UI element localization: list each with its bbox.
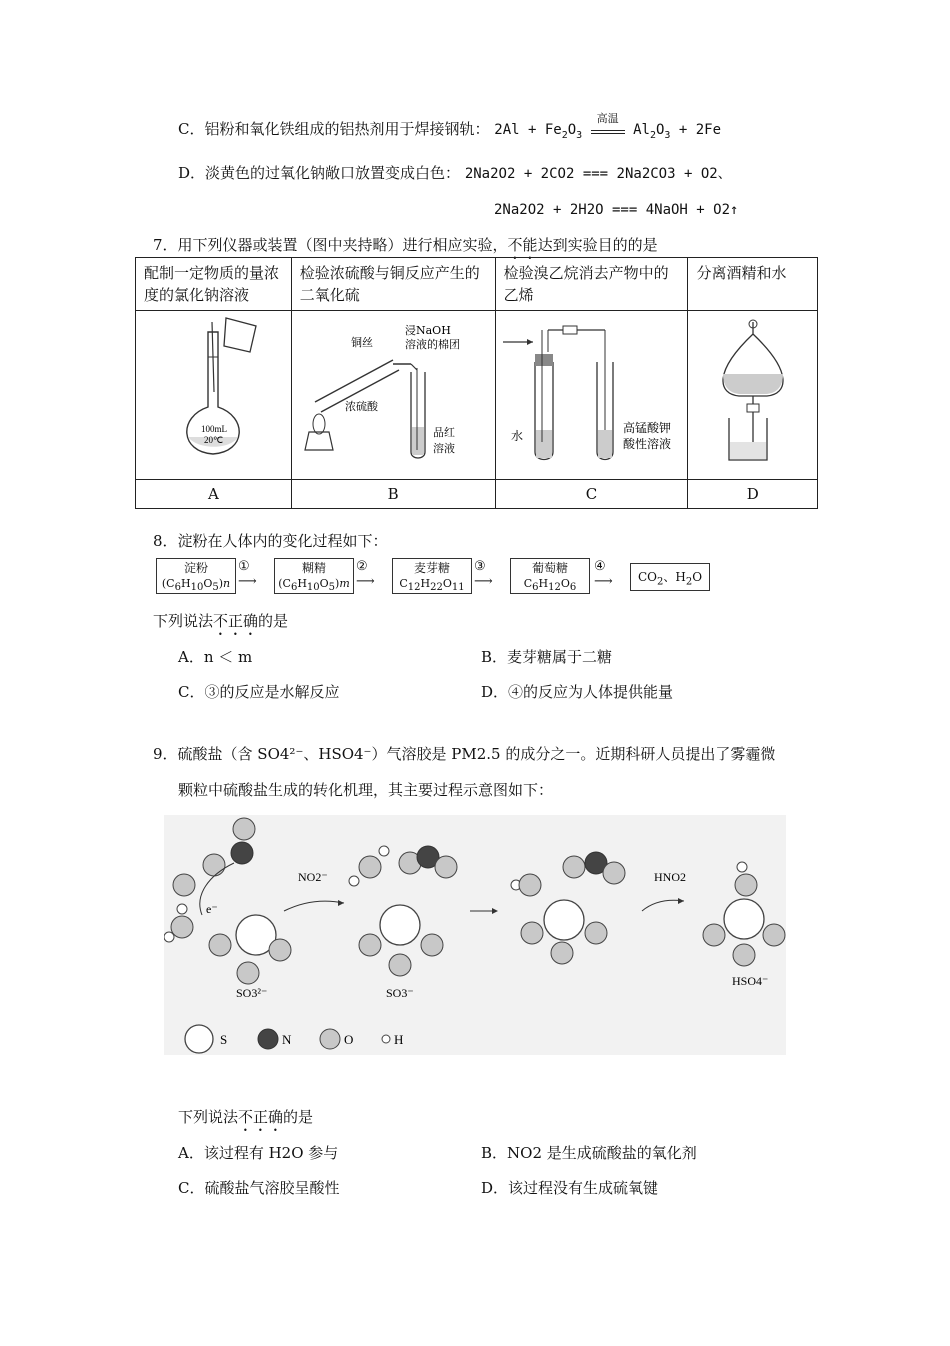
q8-option-a: A．n ＜ m [178,648,253,666]
flow-step-3: ③ ⟶ [474,559,493,589]
q7-fig-a [136,311,292,480]
hno2-label: HNO2 [654,870,686,884]
q7-col-a-text: 配制一定物质的量浓度的氯化钠溶液 [136,258,292,311]
q8-option-c: C．③的反应是水解反应 [178,683,340,701]
flow-step-4: ④ ⟶ [594,559,613,589]
q7-fig-c [495,311,688,480]
naoh-label-2: 溶液的棉团 [405,338,461,351]
flask-volume-label: 100mL [201,424,228,434]
flow-dextrin: 糊精 $(C_6H_{10}O_5)m$ [274,558,354,594]
flow-products: $CO_2$、$H_2O$ [630,563,710,591]
flow-step-1: ① ⟶ [238,559,257,589]
q7-label-b: B [291,480,495,509]
q7-col-b-text: 检验浓硫酸与铜反应产生的二氧化硫 [291,258,495,311]
q7-stem: 7．用下列仪器或装置（图中夹持略）进行相应实验，不能达到实验目的的是 [153,236,658,254]
legend-n: N [282,1032,292,1047]
legend-s: S [220,1032,228,1047]
copper-wire-label: 铜丝 [351,336,374,349]
flow-glucose: 葡萄糖 $C_6H_{12}O_6$ [510,558,590,594]
q8-option-d: D．④的反应为人体提供能量 [481,683,674,701]
kmno4-label-2: 酸性溶液 [622,437,671,451]
q9-ask: 下列说法不正确的是 [178,1108,314,1126]
q7-label-c: C [495,480,688,509]
q6-option-c-equation: $2Al + Fe_2O_3$ 高温 $Al_2O_3 + 2Fe$ [494,112,722,141]
kmno4-label-1: 高锰酸钾 [622,421,671,435]
q9-stem-line-1: 9．硫酸盐（含 SO4²⁻、HSO4⁻）气溶胶是 PM2.5 的成分之一。近期科研人员提出了雾霾微 [153,745,776,763]
pinkred-label-1: 品红 [433,426,456,439]
q6-option-c: C．铝粉和氧化铁组成的铝热剂用于焊接钢轨： $2Al + Fe_2O_3$ 高温 $Al_2O_3 + 2Fe$ [178,112,722,141]
q6-option-d-equation-1: 2Na2O2 + 2CO2 === 2Na2CO3 + O2、 [464,166,732,182]
q8-ask: 下列说法不正确的是 [153,612,289,630]
pinkred-label-2: 溶液 [433,442,456,455]
q7-col-c-text: 检验溴乙烷消去产物中的乙烯 [495,258,688,311]
water-label: 水 [510,429,523,443]
q9-mechanism-figure [164,815,786,1055]
conc-sulfuric-label: 浓硫酸 [345,400,379,413]
q9-stem-line-2: 颗粒中硫酸盐生成的转化机理，其主要过程示意图如下： [178,781,554,799]
legend-h: H [394,1032,404,1047]
q9-option-b: B．NO2 是生成硫酸盐的氧化剂 [481,1144,697,1162]
naoh-label-1: 浸NaOH [405,324,451,337]
q7-table [135,257,818,509]
electron-label: e⁻ [206,902,218,916]
q8-stem: 8．淀粉在人体内的变化过程如下： [153,532,388,550]
so3-2minus-label: SO3²⁻ [236,986,268,1000]
flow-starch: 淀粉 $(C_6H_{10}O_5)n$ [156,558,236,594]
q7-col-d-text: 分离酒精和水 [688,258,818,311]
no2-minus-label: NO2⁻ [298,870,328,884]
so3-minus-label: SO3⁻ [386,986,414,1000]
q9-option-a: A．该过程有 H2O 参与 [178,1144,339,1162]
q9-option-c: C．硫酸盐气溶胶呈酸性 [178,1179,340,1197]
hso4-minus-label: HSO4⁻ [732,974,769,988]
q7-fig-b [291,311,495,480]
flow-maltose: 麦芽糖 $C_{12}H_{22}O_{11}$ [392,558,472,594]
q6-option-d: D．淡黄色的过氧化钠敞口放置变成白色： 2Na2O2 + 2CO2 === 2Na2CO3 + O2、 [178,164,732,182]
legend-o: O [344,1032,354,1047]
q6-option-d-equation-2: 2Na2O2 + 2H2O === 4NaOH + O2↑ [494,202,739,218]
flow-step-2: ② ⟶ [356,559,375,589]
q7-label-a: A [136,480,292,509]
q7-fig-d [688,311,818,480]
q8-option-b: B．麦芽糖属于二糖 [481,648,613,666]
q9-option-d: D．该过程没有生成硫氧键 [481,1179,659,1197]
flask-temp-label: 20℃ [204,435,224,445]
q7-label-d: D [688,480,818,509]
